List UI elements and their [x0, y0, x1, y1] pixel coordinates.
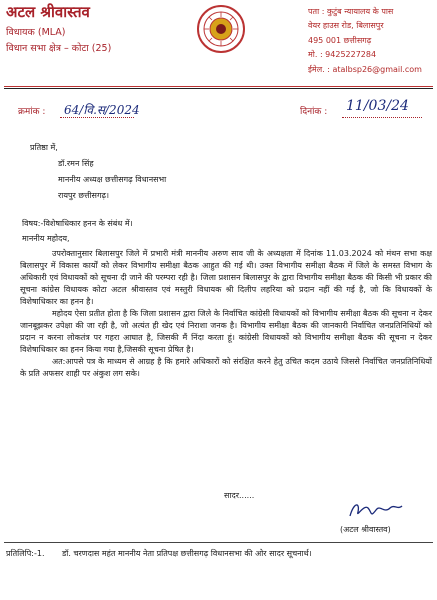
- constituency: विधान सभा क्षेत्र – कोटा (25): [6, 43, 112, 54]
- designation: विधायक (MLA): [6, 27, 66, 38]
- address-line2: वेयर हाउस रोड, बिलासपुर: [308, 21, 384, 30]
- paragraph-1: उपरोक्तानुसार बिलासपुर जिले में प्रभारी मंत्री माननीय अरुण साव जी के अध्यक्षता में दिनांक 11.03.2024 को मंथन सभा कक्ष बिलासपुर में विकास कार्यों को लेकर विभागीय समीक्षा बैठक आहुत की गई थी। उक्त विभागीय समीक्षा बैठक में जिले के समस्त विभाग के अधिकारी एवं विधायकों को सूचना दी जाने की परम्परा रही है। जिला प्रशासन बिलासपुर के द्वारा विभागीय समीक्षा बैठक की किसी भी प्रकार की सूचना कांग्रेस विधायक कोटा अटल श्रीवास्तव एवं मस्तुरी विधायक श्री दिलीप लहरिया को प्रदान नहीं की गई है, जो कि विधायकों के विशेषाधिकार का हनन है।: [20, 249, 432, 306]
- subject: विषय:-विशेषाधिकार हनन के संबंध में।: [22, 219, 133, 228]
- footer-divider: [4, 542, 433, 543]
- address-line1: पता : कुटुंब न्यायालय के पास: [308, 7, 394, 16]
- signatory-name: (अटल श्रीवास्तव): [340, 525, 391, 534]
- date-dotted-line: [342, 117, 422, 118]
- email[interactable]: ईमेल. : atalbsp26@gmail.com: [308, 65, 422, 74]
- handwritten-signature: [346, 498, 406, 522]
- letter-body: [20, 248, 432, 380]
- addressee-name: डॉ.रमन सिंह: [58, 159, 94, 168]
- addressee-place: रायपुर छत्तीसगढ़।: [58, 191, 109, 200]
- closing: सादर......: [224, 491, 255, 500]
- paragraph-2: महोदय ऐसा प्रतीत होता है कि जिला प्रशासन द्वारा जिले के निर्वाचित कांग्रेसी विधायकों को विभागीय समीक्षा बैठक की सूचना न देकर जानबूझकर उपेक्षा की जा रही है, जो अत्यंत ही खेद एवं निराशा जनक है। विभागीय समीक्षा बैठक की जानकारी निर्वाचित जनप्रतिनिधियों को प्रदान न करना लोकतंत्र पर गहरा आघात है, जिसकी मैं निंदा करता हूं। कांग्रेसी विधायकों को विभागीय समीक्षा बैठक की सूचना न देकर विशेषाधिकार का हनन किया गया है,जिसकी सूचना प्रेषित है।: [20, 309, 432, 354]
- header-divider: [4, 86, 433, 87]
- addressee-greeting: प्रतिष्ठा में,: [30, 143, 58, 152]
- salutation: माननीय महोदय,: [22, 234, 70, 243]
- assembly-seal-icon: [196, 4, 246, 54]
- letterhead-name: अटल श्रीवास्तव: [6, 3, 90, 21]
- date-value: 11/03/24: [346, 98, 409, 114]
- copy-text: डॉ. चरणदास महंत माननीय नेता प्रतिपक्ष छत्तीसगढ़ विधानसभा की ओर सादर सूचनार्थ।: [62, 549, 312, 558]
- date-label: दिनांक :: [300, 107, 328, 117]
- header-divider-2: [4, 88, 433, 89]
- address-line3: 495 001 छत्तीसगढ़: [308, 36, 372, 45]
- ref-number: 64/वि.स/2024: [64, 103, 140, 117]
- mobile: मो. : 9425227284: [308, 50, 377, 59]
- ref-label: क्रमांक :: [18, 107, 46, 117]
- ref-dotted-line: [60, 117, 134, 118]
- paragraph-3: अत:आपसे पत्र के माध्यम से आग्रह है कि हमारे अधिकारों को संरक्षित करने हेतु उचित कदम उठाये जिससे निर्वाचित जनप्रतिनिधियों के प्रति अफसर शाही पर अंकुश लग सके।: [20, 357, 432, 378]
- copy-label: प्रतिलिपि:-1.: [6, 549, 45, 558]
- addressee-title: माननीय अध्यक्ष छत्तीसगढ़ विधानसभा: [58, 175, 167, 184]
